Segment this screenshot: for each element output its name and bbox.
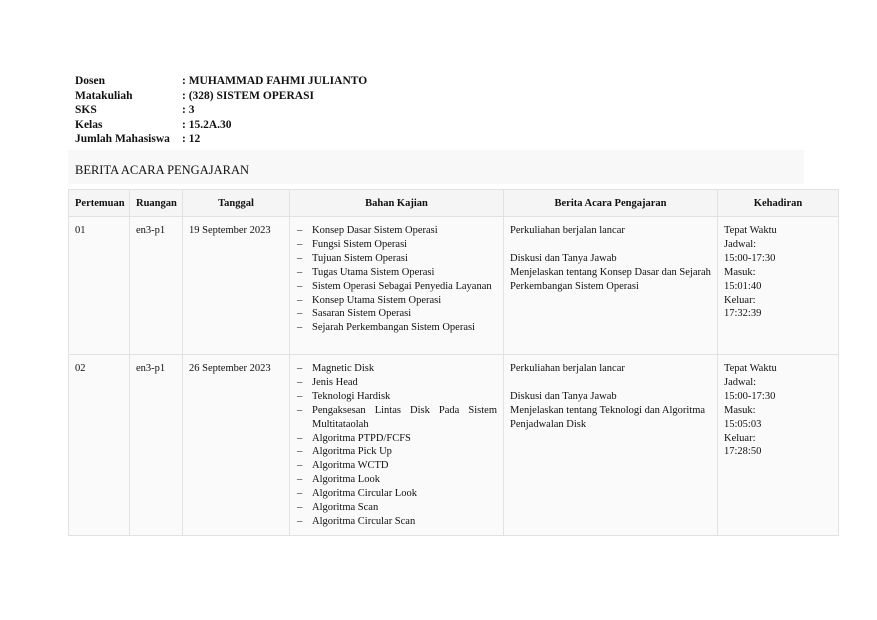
check-in-label: Masuk: [724, 266, 756, 278]
check-out-value: 17:32:39 [724, 308, 762, 320]
list-item: – Algoritma Scan [296, 501, 497, 515]
schedule-label: Jadwal: [724, 238, 757, 250]
cell-ruangan: en3-p1 [130, 355, 183, 536]
list-item: – Teknologi Hardisk [296, 390, 497, 404]
header-ruangan: Ruangan [130, 190, 183, 217]
info-row-sks [75, 103, 367, 118]
header-kehadiran: Kehadiran [718, 190, 839, 217]
cell-tanggal: 26 September 2023 [183, 355, 290, 536]
course-info [75, 74, 367, 147]
report-activity: Diskusi dan Tanya Jawab [510, 252, 617, 264]
list-item: – Algoritma Pick Up [296, 445, 497, 459]
check-in-label: Masuk: [724, 404, 756, 416]
info-label: Jumlah Mahasiswa [75, 133, 170, 146]
info-label: SKS [75, 104, 97, 117]
cell-ruangan: en3-p1 [130, 217, 183, 355]
section-title: BERITA ACARA PENGAJARAN [68, 150, 804, 184]
check-out-value: 17:28:50 [724, 446, 762, 458]
cell-berita-acara [504, 217, 718, 355]
table-row [69, 217, 839, 355]
check-out-label: Keluar: [724, 294, 756, 306]
list-item: – Algoritma PTPD/FCFS [296, 432, 497, 446]
list-item: – Algoritma Circular Scan [296, 515, 497, 529]
header-pertemuan: Pertemuan [69, 190, 130, 217]
list-item: – Fungsi Sistem Operasi [296, 238, 497, 252]
check-in-value: 15:01:40 [724, 280, 762, 292]
check-in-value: 15:05:03 [724, 418, 762, 430]
list-item: – Sistem Operasi Sebagai Penyedia Layanan [296, 280, 497, 294]
cell-kehadiran [718, 355, 839, 536]
topic-list [296, 362, 497, 529]
info-label: Dosen [75, 75, 106, 87]
info-label: Matakuliah [75, 89, 133, 102]
list-item: – Tugas Utama Sistem Operasi [296, 266, 497, 280]
table-header-row [69, 190, 839, 217]
report-status: Perkuliahan berjalan lancar [510, 363, 625, 374]
info-label: Kelas [75, 118, 103, 131]
header-bahan-kajian: Bahan Kajian [290, 190, 504, 217]
list-item: – Algoritma Look [296, 473, 497, 487]
cell-bahan-kajian [290, 217, 504, 355]
list-item: – Magnetic Disk [296, 362, 497, 376]
info-value: : MUHAMMAD FAHMI JULIANTO [182, 75, 368, 87]
info-row-dosen [75, 74, 367, 89]
report-description: Menjelaskan tentang Teknologi dan Algoritma Penjadwalan Disk [510, 404, 706, 430]
table-row [69, 355, 839, 536]
schedule-label: Jadwal: [724, 376, 757, 388]
schedule-value: 15:00-17:30 [724, 390, 776, 402]
header-tanggal: Tanggal [183, 190, 290, 217]
info-row-kelas [75, 118, 367, 133]
attendance-status: Tepat Waktu [724, 363, 777, 374]
list-item: – Algoritma WCTD [296, 459, 497, 473]
cell-bahan-kajian [290, 355, 504, 536]
info-value: : 15.2A.30 [182, 118, 232, 131]
info-value: : 12 [182, 133, 201, 146]
info-value: : (328) SISTEM OPERASI [182, 89, 314, 102]
list-item: – Konsep Dasar Sistem Operasi [296, 224, 497, 238]
list-item: – Sejarah Perkembangan Sistem Operasi [296, 321, 497, 335]
list-item: – Tujuan Sistem Operasi [296, 252, 497, 266]
info-value: : 3 [182, 104, 195, 117]
report-description: Menjelaskan tentang Konsep Dasar dan Sejarah Perkembangan Sistem Operasi [510, 266, 711, 292]
info-row-matakuliah [75, 89, 367, 104]
cell-kehadiran [718, 217, 839, 355]
cell-pertemuan: 02 [69, 355, 130, 536]
list-item: – Jenis Head [296, 376, 497, 390]
teaching-report-table [68, 189, 839, 536]
report-status: Perkuliahan berjalan lancar [510, 225, 625, 236]
list-item: – Sasaran Sistem Operasi [296, 307, 497, 321]
schedule-value: 15:00-17:30 [724, 252, 776, 264]
topic-list [296, 224, 497, 335]
attendance-status: Tepat Waktu [724, 225, 777, 236]
cell-tanggal: 19 September 2023 [183, 217, 290, 355]
list-item: – Pengaksesan Lintas Disk Pada Sistem Multitataolah [296, 404, 497, 432]
report-activity: Diskusi dan Tanya Jawab [510, 390, 617, 402]
cell-pertemuan: 01 [69, 217, 130, 355]
check-out-label: Keluar: [724, 432, 756, 444]
info-row-jumlah-mahasiswa [75, 132, 367, 147]
cell-berita-acara [504, 355, 718, 536]
list-item: – Konsep Utama Sistem Operasi [296, 294, 497, 308]
list-item: – Algoritma Circular Look [296, 487, 497, 501]
header-berita-acara: Berita Acara Pengajaran [504, 190, 718, 217]
